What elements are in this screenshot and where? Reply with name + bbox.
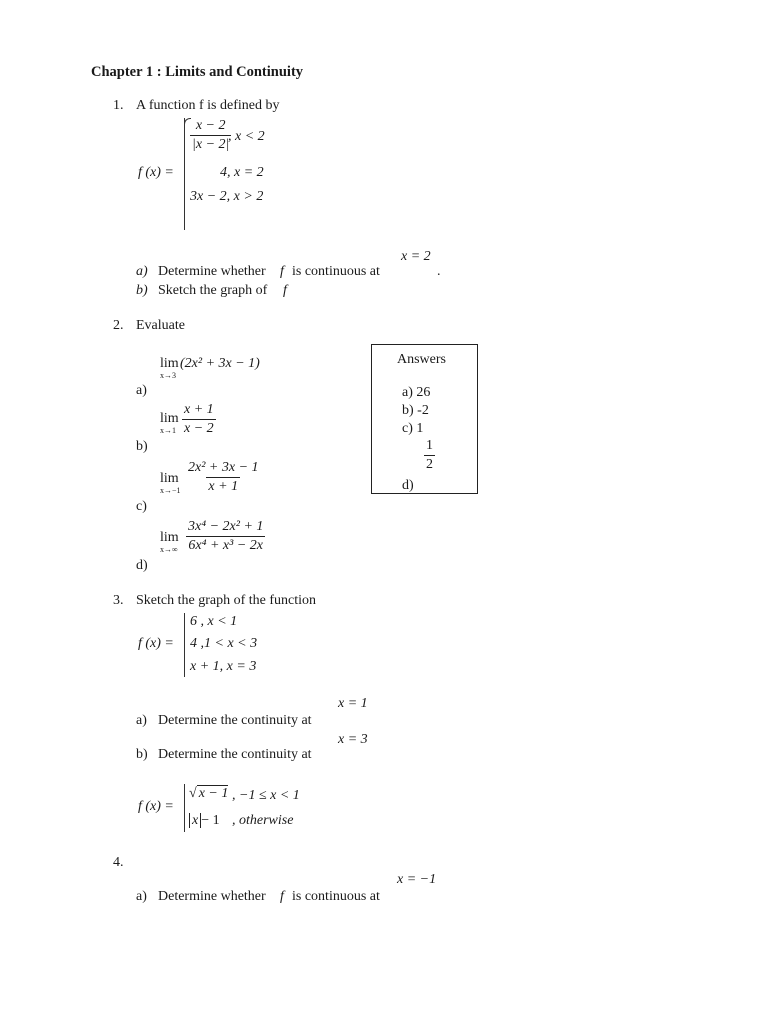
q1-part-a-f: f bbox=[280, 264, 284, 279]
q3-case3: x + 1, x = 3 bbox=[190, 659, 257, 674]
q2-c-denominator: x + 1 bbox=[208, 479, 239, 494]
q4-part-a-f: f bbox=[280, 889, 284, 904]
answer-a: a) 26 bbox=[402, 385, 431, 400]
q4-function-label: f (x) = bbox=[138, 799, 174, 814]
chapter-title: Chapter 1 : Limits and Continuity bbox=[91, 64, 304, 80]
q1-number: 1. bbox=[113, 98, 124, 113]
q2-a-label: a) bbox=[136, 383, 147, 398]
answer-d-fraction bbox=[424, 439, 435, 472]
q1-case1-denominator: |x − 2| bbox=[192, 137, 230, 152]
answer-b: b) -2 bbox=[402, 403, 429, 418]
q2-a-lim bbox=[160, 357, 179, 380]
q1-part-a-text2: is continuous at bbox=[292, 264, 380, 279]
q4-part-a-text2: is continuous at bbox=[292, 889, 380, 904]
q3-eq-x3: x = 3 bbox=[338, 732, 368, 747]
answer-d-denominator: 2 bbox=[426, 457, 433, 472]
q2-b-fraction bbox=[182, 403, 216, 436]
q3-part-b-text: Determine the continuity at bbox=[158, 747, 312, 762]
q2-text: Evaluate bbox=[136, 318, 185, 333]
q1-part-a-label: a) bbox=[136, 264, 148, 279]
q1-brace bbox=[184, 118, 185, 230]
q2-c-lim-sub: x→−1 bbox=[160, 486, 181, 495]
q1-part-b-text: Sketch the graph of bbox=[158, 283, 268, 298]
q2-a-lim-word: lim bbox=[160, 356, 179, 371]
q4-case2 bbox=[189, 814, 220, 828]
q2-c-lim bbox=[160, 472, 181, 495]
answer-c: c) 1 bbox=[402, 421, 424, 436]
q2-d-denominator: 6x⁴ + x³ − 2x bbox=[188, 538, 263, 553]
q2-a-lim-sub: x→3 bbox=[160, 371, 176, 380]
q2-b-denominator: x − 2 bbox=[184, 421, 214, 436]
q2-d-fraction bbox=[186, 520, 265, 553]
q2-number: 2. bbox=[113, 318, 124, 333]
q2-c-lim-word: lim bbox=[160, 471, 179, 486]
q2-d-label: d) bbox=[136, 558, 148, 573]
q3-number: 3. bbox=[113, 593, 124, 608]
q2-b-label: b) bbox=[136, 439, 148, 454]
q4-case2-rest: − 1 bbox=[201, 813, 220, 828]
q4-brace-mid bbox=[178, 804, 185, 810]
answer-d-label: d) bbox=[402, 478, 414, 493]
q4-eq-xm1: x = −1 bbox=[397, 872, 437, 887]
q2-c-label: c) bbox=[136, 499, 147, 514]
answers-box bbox=[371, 344, 478, 494]
q2-d-lim bbox=[160, 531, 179, 554]
answer-d-numerator: 1 bbox=[426, 438, 433, 453]
q3-text: Sketch the graph of the function bbox=[136, 593, 317, 608]
q4-number: 4. bbox=[113, 855, 124, 870]
q1-part-b-f: f bbox=[283, 283, 287, 298]
q1-case1-fraction bbox=[190, 119, 231, 152]
q2-b-lim-sub: x→1 bbox=[160, 426, 176, 435]
q3-part-a-text: Determine the continuity at bbox=[158, 713, 312, 728]
q2-d-numerator: 3x⁴ − 2x² + 1 bbox=[188, 519, 264, 534]
q2-c-numerator: 2x² + 3x − 1 bbox=[188, 460, 259, 475]
q3-eq-x1: x = 1 bbox=[338, 696, 368, 711]
q4-part-a-text: Determine whether bbox=[158, 889, 266, 904]
q2-d-lim-sub: x→∞ bbox=[160, 545, 178, 554]
q4-case1 bbox=[189, 787, 228, 801]
q3-function-label: f (x) = bbox=[138, 636, 174, 651]
q4-part-a-label: a) bbox=[136, 889, 147, 904]
q1-part-a-period: . bbox=[437, 264, 441, 279]
q1-eq-x2: x = 2 bbox=[401, 249, 431, 264]
q2-b-lim bbox=[160, 412, 179, 435]
q1-case3: 3x − 2, x > 2 bbox=[190, 189, 264, 204]
q4-case2-abs: x bbox=[189, 813, 201, 828]
q3-brace-mid bbox=[178, 641, 185, 647]
q2-c-fraction bbox=[186, 461, 261, 494]
q1-case2: 4, x = 2 bbox=[220, 165, 264, 180]
answers-title: Answers bbox=[397, 352, 446, 367]
q2-b-numerator: x + 1 bbox=[184, 402, 214, 417]
q3-case2: 4 ,1 < x < 3 bbox=[190, 636, 258, 651]
q1-brace-mid bbox=[178, 168, 185, 174]
q3-case1: 6 , x < 1 bbox=[190, 614, 238, 629]
q1-text: A function f is defined by bbox=[136, 98, 280, 113]
q1-part-a-text: Determine whether bbox=[158, 264, 266, 279]
q4-case2-condition: , otherwise bbox=[232, 813, 294, 828]
q2-d-lim-word: lim bbox=[160, 530, 179, 545]
q1-case1-condition: , x < 2 bbox=[228, 129, 265, 144]
q1-case1-numerator: x − 2 bbox=[195, 118, 226, 133]
q4-case1-radicand: x − 1 bbox=[198, 786, 229, 801]
q4-case1-condition: , −1 ≤ x < 1 bbox=[232, 788, 300, 803]
q2-b-lim-word: lim bbox=[160, 411, 179, 426]
q4-sqrt-icon: √ bbox=[189, 786, 197, 801]
q1-function-label: f (x) = bbox=[138, 165, 174, 180]
q2-a-expression: (2x² + 3x − 1) bbox=[180, 356, 260, 371]
q1-part-b-label: b) bbox=[136, 283, 148, 298]
q3-part-a-label: a) bbox=[136, 713, 147, 728]
q3-part-b-label: b) bbox=[136, 747, 148, 762]
